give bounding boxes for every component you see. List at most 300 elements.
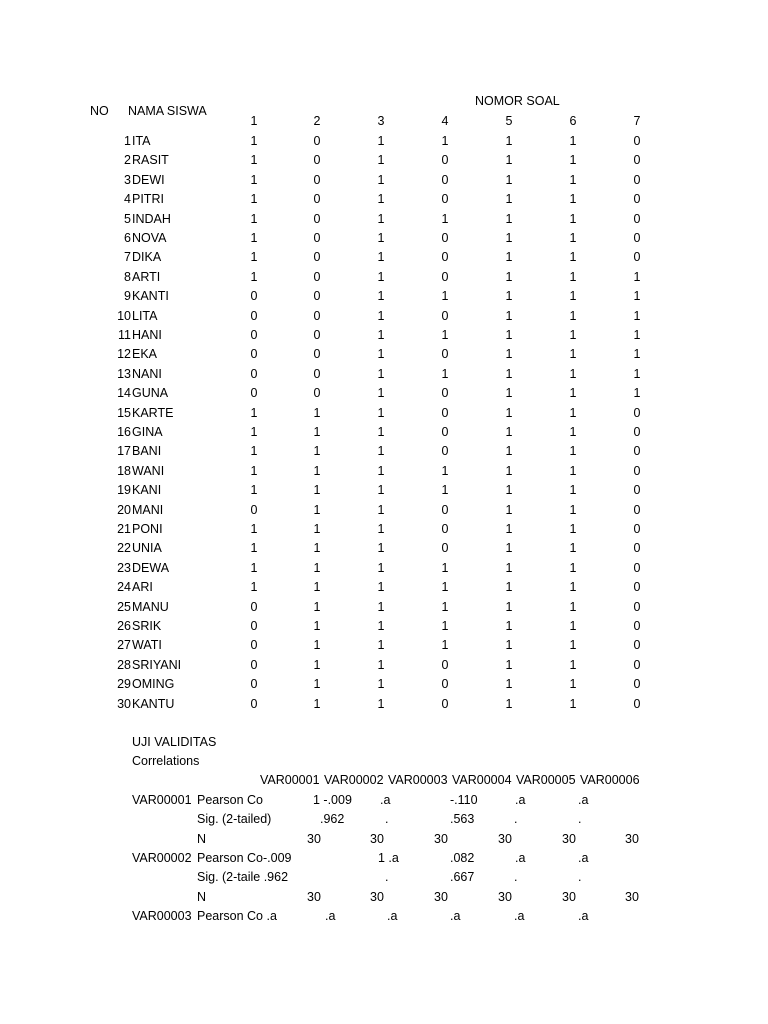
score-cell: 0 bbox=[250, 289, 258, 303]
correlation-cell: 30 bbox=[434, 890, 448, 904]
student-name: MANU bbox=[132, 600, 169, 614]
score-cell: 0 bbox=[441, 444, 449, 458]
score-cell: 0 bbox=[633, 173, 641, 187]
correlation-cell: 30 bbox=[625, 832, 639, 846]
score-cell: 0 bbox=[633, 677, 641, 691]
score-cell: 1 bbox=[313, 464, 321, 478]
score-cell: 0 bbox=[313, 309, 321, 323]
score-cell: 1 bbox=[505, 619, 513, 633]
score-cell: 1 bbox=[505, 522, 513, 536]
score-cell: 1 bbox=[633, 328, 641, 342]
score-cell: 1 bbox=[633, 270, 641, 284]
score-cell: 1 bbox=[377, 522, 385, 536]
score-cell: 0 bbox=[250, 386, 258, 400]
score-cell: 1 bbox=[505, 212, 513, 226]
student-number: 12 bbox=[117, 347, 131, 361]
score-cell: 0 bbox=[441, 231, 449, 245]
score-cell: 0 bbox=[313, 270, 321, 284]
student-name: HANI bbox=[132, 328, 162, 342]
correlation-cell: .a bbox=[515, 851, 526, 865]
student-number: 6 bbox=[124, 231, 131, 245]
score-cell: 1 bbox=[250, 134, 258, 148]
score-cell: 1 bbox=[569, 134, 577, 148]
student-name: KANI bbox=[132, 483, 162, 497]
score-cell: 1 bbox=[569, 580, 577, 594]
student-number: 28 bbox=[117, 658, 131, 672]
score-cell: 0 bbox=[441, 192, 449, 206]
score-cell: 0 bbox=[441, 386, 449, 400]
score-cell: 1 bbox=[441, 638, 449, 652]
student-number: 19 bbox=[117, 483, 131, 497]
student-name: PONI bbox=[132, 522, 163, 536]
score-cell: 1 bbox=[633, 289, 641, 303]
score-cell: 1 bbox=[505, 503, 513, 517]
score-cell: 1 bbox=[313, 561, 321, 575]
student-number: 10 bbox=[117, 309, 131, 323]
student-name: ARI bbox=[132, 580, 153, 594]
score-cell: 1 bbox=[569, 386, 577, 400]
question-number: 4 bbox=[441, 114, 449, 128]
student-name: NOVA bbox=[132, 231, 167, 245]
score-cell: 1 bbox=[377, 406, 385, 420]
score-cell: 1 bbox=[569, 328, 577, 342]
score-cell: 1 bbox=[505, 250, 513, 264]
score-cell: 1 bbox=[505, 658, 513, 672]
score-cell: 1 bbox=[313, 638, 321, 652]
score-cell: 1 bbox=[377, 503, 385, 517]
score-cell: 1 bbox=[505, 425, 513, 439]
student-number: 21 bbox=[117, 522, 131, 536]
score-cell: 1 bbox=[377, 328, 385, 342]
score-cell: 1 bbox=[569, 309, 577, 323]
student-name: NANI bbox=[132, 367, 162, 381]
score-cell: 1 bbox=[313, 522, 321, 536]
correlation-cell: 30 bbox=[498, 890, 512, 904]
score-cell: 1 bbox=[250, 173, 258, 187]
score-cell: 1 bbox=[441, 328, 449, 342]
student-name: DIKA bbox=[132, 250, 162, 264]
correlation-cell: .a bbox=[578, 909, 589, 923]
score-cell: 0 bbox=[633, 638, 641, 652]
question-number: 6 bbox=[569, 114, 577, 128]
score-cell: 1 bbox=[313, 406, 321, 420]
score-cell: 1 bbox=[441, 367, 449, 381]
score-cell: 0 bbox=[441, 425, 449, 439]
score-cell: 1 bbox=[505, 309, 513, 323]
score-cell: 1 bbox=[313, 580, 321, 594]
score-cell: 1 bbox=[569, 212, 577, 226]
score-cell: 0 bbox=[633, 580, 641, 594]
correlation-cell: 1 -.009 bbox=[313, 793, 352, 807]
score-cell: 1 bbox=[569, 192, 577, 206]
score-cell: 0 bbox=[313, 212, 321, 226]
score-cell: 1 bbox=[313, 503, 321, 517]
score-cell: 1 bbox=[633, 309, 641, 323]
score-cell: 1 bbox=[441, 619, 449, 633]
score-cell: 0 bbox=[633, 212, 641, 226]
student-name: OMING bbox=[132, 677, 175, 691]
score-cell: 1 bbox=[505, 231, 513, 245]
variable-header: VAR00003 bbox=[388, 773, 448, 787]
score-cell: 1 bbox=[569, 444, 577, 458]
correlation-cell: 30 bbox=[307, 890, 321, 904]
score-cell: 1 bbox=[505, 406, 513, 420]
student-name: DEWI bbox=[132, 173, 165, 187]
correlation-cell: 30 bbox=[562, 890, 576, 904]
score-cell: 0 bbox=[633, 619, 641, 633]
header-no: NO bbox=[90, 104, 109, 118]
score-cell: 1 bbox=[441, 134, 449, 148]
score-cell: 0 bbox=[633, 541, 641, 555]
student-name: EKA bbox=[132, 347, 158, 361]
variable-label: VAR00003 bbox=[132, 909, 192, 923]
score-cell: 1 bbox=[377, 173, 385, 187]
score-cell: 1 bbox=[569, 697, 577, 711]
score-cell: 0 bbox=[313, 173, 321, 187]
statistic-label: Pearson Co bbox=[197, 793, 264, 807]
score-cell: 0 bbox=[313, 347, 321, 361]
score-cell: 1 bbox=[250, 483, 258, 497]
correlation-cell: .a bbox=[515, 793, 526, 807]
score-cell: 1 bbox=[505, 677, 513, 691]
student-name: KARTE bbox=[132, 406, 174, 420]
student-number: 13 bbox=[117, 367, 131, 381]
score-cell: 1 bbox=[505, 600, 513, 614]
variable-header: VAR00004 bbox=[452, 773, 512, 787]
score-cell: 0 bbox=[633, 464, 641, 478]
score-cell: 1 bbox=[377, 309, 385, 323]
student-name: MANI bbox=[132, 503, 164, 517]
score-cell: 1 bbox=[377, 677, 385, 691]
score-cell: 1 bbox=[569, 367, 577, 381]
correlation-cell: .a bbox=[380, 793, 391, 807]
score-cell: 0 bbox=[441, 406, 449, 420]
score-cell: 0 bbox=[441, 541, 449, 555]
student-number: 24 bbox=[117, 580, 131, 594]
score-cell: 1 bbox=[377, 250, 385, 264]
student-number: 5 bbox=[124, 212, 131, 226]
correlation-cell: 1 .a bbox=[378, 851, 399, 865]
score-cell: 0 bbox=[633, 425, 641, 439]
score-cell: 0 bbox=[441, 677, 449, 691]
score-cell: 1 bbox=[505, 289, 513, 303]
score-cell: 0 bbox=[250, 619, 258, 633]
score-cell: 1 bbox=[569, 638, 577, 652]
score-cell: 0 bbox=[633, 522, 641, 536]
student-number: 16 bbox=[117, 425, 131, 439]
score-cell: 0 bbox=[633, 444, 641, 458]
correlation-cell: 30 bbox=[307, 832, 321, 846]
score-cell: 1 bbox=[505, 173, 513, 187]
score-cell: 1 bbox=[505, 192, 513, 206]
score-cell: 1 bbox=[633, 386, 641, 400]
correlation-cell: . bbox=[385, 870, 389, 884]
score-cell: 1 bbox=[505, 697, 513, 711]
statistic-label: Sig. (2-tailed) bbox=[197, 812, 272, 826]
correlation-cell: .a bbox=[325, 909, 336, 923]
student-name: WATI bbox=[132, 638, 162, 652]
header-nomor-soal: NOMOR SOAL bbox=[475, 94, 560, 108]
student-name: SRIK bbox=[132, 619, 162, 633]
correlation-cell: . bbox=[578, 870, 582, 884]
student-number: 20 bbox=[117, 503, 131, 517]
score-cell: 0 bbox=[633, 250, 641, 264]
correlation-cell: . bbox=[578, 812, 582, 826]
score-cell: 1 bbox=[377, 541, 385, 555]
score-cell: 1 bbox=[377, 444, 385, 458]
student-name: SRIYANI bbox=[132, 658, 182, 672]
score-cell: 1 bbox=[377, 347, 385, 361]
score-cell: 1 bbox=[377, 386, 385, 400]
variable-header: VAR00005 bbox=[516, 773, 576, 787]
score-cell: 1 bbox=[250, 522, 258, 536]
score-cell: 1 bbox=[569, 658, 577, 672]
correlation-cell: .563 bbox=[450, 812, 475, 826]
score-cell: 0 bbox=[250, 697, 258, 711]
score-cell: 0 bbox=[633, 600, 641, 614]
score-cell: 0 bbox=[250, 328, 258, 342]
score-cell: 1 bbox=[569, 250, 577, 264]
score-cell: 1 bbox=[505, 541, 513, 555]
student-name: BANI bbox=[132, 444, 162, 458]
score-cell: 0 bbox=[313, 192, 321, 206]
score-cell: 1 bbox=[377, 212, 385, 226]
score-cell: 0 bbox=[441, 503, 449, 517]
score-cell: 1 bbox=[377, 600, 385, 614]
student-number: 11 bbox=[118, 328, 131, 342]
statistic-label: N bbox=[197, 890, 207, 904]
student-name: WANI bbox=[132, 464, 165, 478]
score-cell: 0 bbox=[250, 600, 258, 614]
correlation-cell: .a bbox=[578, 851, 589, 865]
correlation-cell: .082 bbox=[450, 851, 475, 865]
student-name: GINA bbox=[132, 425, 163, 439]
variable-header: VAR00002 bbox=[324, 773, 384, 787]
score-cell: 1 bbox=[377, 425, 385, 439]
student-number: 3 bbox=[124, 173, 131, 187]
score-cell: 0 bbox=[441, 697, 449, 711]
variable-header: VAR00001 bbox=[260, 773, 320, 787]
score-cell: 1 bbox=[569, 231, 577, 245]
student-number: 25 bbox=[117, 600, 131, 614]
score-cell: 1 bbox=[313, 425, 321, 439]
score-cell: 0 bbox=[313, 328, 321, 342]
score-cell: 1 bbox=[569, 541, 577, 555]
score-cell: 1 bbox=[569, 600, 577, 614]
score-cell: 1 bbox=[250, 270, 258, 284]
correlation-cell: 30 bbox=[370, 832, 384, 846]
score-cell: 1 bbox=[377, 367, 385, 381]
score-cell: 0 bbox=[441, 347, 449, 361]
score-cell: 0 bbox=[250, 347, 258, 361]
student-name: ARTI bbox=[132, 270, 161, 284]
statistic-label: Sig. (2-taile .962 bbox=[197, 870, 289, 884]
score-cell: 1 bbox=[313, 444, 321, 458]
student-number: 8 bbox=[124, 270, 131, 284]
correlation-cell: 30 bbox=[498, 832, 512, 846]
student-number: 9 bbox=[124, 289, 131, 303]
correlation-cell: .667 bbox=[450, 870, 475, 884]
score-cell: 0 bbox=[250, 309, 258, 323]
score-cell: 0 bbox=[313, 289, 321, 303]
score-cell: 1 bbox=[313, 483, 321, 497]
score-cell: 0 bbox=[250, 658, 258, 672]
student-number: 22 bbox=[117, 541, 131, 555]
question-number: 2 bbox=[313, 114, 321, 128]
score-cell: 1 bbox=[633, 347, 641, 361]
score-cell: 1 bbox=[569, 270, 577, 284]
statistic-label: Pearson Co .a bbox=[197, 909, 277, 923]
student-number: 1 bbox=[124, 134, 131, 148]
score-cell: 1 bbox=[569, 289, 577, 303]
correlation-cell: .962 bbox=[320, 812, 345, 826]
score-cell: 1 bbox=[441, 580, 449, 594]
score-cell: 1 bbox=[505, 638, 513, 652]
score-cell: 0 bbox=[441, 309, 449, 323]
student-number: 18 bbox=[117, 464, 131, 478]
correlation-cell: .a bbox=[578, 793, 589, 807]
score-cell: 1 bbox=[569, 153, 577, 167]
student-number: 29 bbox=[117, 677, 131, 691]
score-cell: 1 bbox=[250, 192, 258, 206]
score-cell: 0 bbox=[313, 153, 321, 167]
score-cell: 0 bbox=[313, 134, 321, 148]
variable-label: VAR00002 bbox=[132, 851, 192, 865]
question-number: 1 bbox=[250, 114, 258, 128]
score-cell: 1 bbox=[569, 406, 577, 420]
score-cell: 1 bbox=[505, 386, 513, 400]
score-cell: 0 bbox=[633, 192, 641, 206]
score-cell: 1 bbox=[505, 483, 513, 497]
score-cell: 1 bbox=[250, 212, 258, 226]
correlation-cell: .a bbox=[387, 909, 398, 923]
correlation-cell: 30 bbox=[370, 890, 384, 904]
student-number: 7 bbox=[124, 250, 131, 264]
score-cell: 1 bbox=[377, 153, 385, 167]
score-cell: 1 bbox=[505, 347, 513, 361]
score-cell: 1 bbox=[377, 192, 385, 206]
score-cell: 1 bbox=[569, 425, 577, 439]
variable-label: VAR00001 bbox=[132, 793, 192, 807]
score-cell: 1 bbox=[377, 561, 385, 575]
student-name: INDAH bbox=[132, 212, 171, 226]
student-number: 14 bbox=[117, 386, 131, 400]
score-cell: 0 bbox=[633, 697, 641, 711]
score-cell: 1 bbox=[441, 212, 449, 226]
student-number: 15 bbox=[117, 406, 131, 420]
correlations-subtitle: Correlations bbox=[132, 754, 200, 768]
score-cell: 1 bbox=[569, 619, 577, 633]
score-cell: 1 bbox=[441, 483, 449, 497]
student-number: 4 bbox=[124, 192, 131, 206]
score-cell: 0 bbox=[313, 386, 321, 400]
score-cell: 1 bbox=[377, 464, 385, 478]
correlation-cell: . bbox=[385, 812, 389, 826]
score-cell: 0 bbox=[250, 677, 258, 691]
score-cell: 1 bbox=[505, 464, 513, 478]
score-cell: 1 bbox=[569, 347, 577, 361]
student-number: 23 bbox=[117, 561, 131, 575]
score-cell: 0 bbox=[633, 406, 641, 420]
score-cell: 0 bbox=[441, 658, 449, 672]
score-cell: 1 bbox=[505, 367, 513, 381]
score-cell: 1 bbox=[250, 561, 258, 575]
score-cell: 1 bbox=[313, 697, 321, 711]
score-cell: 1 bbox=[569, 677, 577, 691]
question-number: 3 bbox=[377, 114, 385, 128]
correlation-cell: -.110 bbox=[450, 793, 478, 807]
score-cell: 0 bbox=[441, 270, 449, 284]
score-cell: 0 bbox=[633, 134, 641, 148]
score-cell: 1 bbox=[250, 250, 258, 264]
score-cell: 1 bbox=[377, 270, 385, 284]
score-cell: 1 bbox=[441, 600, 449, 614]
score-cell: 1 bbox=[505, 561, 513, 575]
correlation-cell: .a bbox=[450, 909, 461, 923]
score-cell: 1 bbox=[377, 638, 385, 652]
score-cell: 1 bbox=[377, 580, 385, 594]
score-cell: 1 bbox=[377, 134, 385, 148]
score-cell: 1 bbox=[250, 580, 258, 594]
variable-header: VAR00006 bbox=[580, 773, 640, 787]
student-number: 27 bbox=[117, 638, 131, 652]
score-cell: 0 bbox=[633, 483, 641, 497]
score-cell: 0 bbox=[313, 367, 321, 381]
score-cell: 1 bbox=[377, 619, 385, 633]
score-cell: 1 bbox=[313, 619, 321, 633]
score-cell: 0 bbox=[250, 367, 258, 381]
student-number: 2 bbox=[124, 153, 131, 167]
score-cell: 1 bbox=[250, 464, 258, 478]
correlation-cell: 30 bbox=[562, 832, 576, 846]
score-cell: 1 bbox=[569, 464, 577, 478]
student-name: KANTI bbox=[132, 289, 169, 303]
score-cell: 1 bbox=[250, 153, 258, 167]
score-cell: 0 bbox=[313, 231, 321, 245]
student-name: DEWA bbox=[132, 561, 170, 575]
score-cell: 1 bbox=[377, 658, 385, 672]
score-cell: 1 bbox=[250, 406, 258, 420]
correlation-cell: 30 bbox=[434, 832, 448, 846]
statistic-label: N bbox=[197, 832, 207, 846]
question-number: 7 bbox=[633, 114, 641, 128]
score-cell: 0 bbox=[633, 561, 641, 575]
score-cell: 0 bbox=[441, 522, 449, 536]
score-cell: 1 bbox=[313, 541, 321, 555]
score-cell: 1 bbox=[569, 561, 577, 575]
score-cell: 1 bbox=[250, 444, 258, 458]
validity-title: UJI VALIDITAS bbox=[132, 735, 217, 749]
correlation-cell: . bbox=[514, 812, 518, 826]
score-cell: 1 bbox=[313, 600, 321, 614]
header-name: NAMA SISWA bbox=[128, 104, 207, 118]
score-cell: 1 bbox=[377, 697, 385, 711]
correlation-cell: . bbox=[514, 870, 518, 884]
score-cell: 0 bbox=[633, 231, 641, 245]
score-cell: 1 bbox=[569, 483, 577, 497]
score-cell: 1 bbox=[441, 289, 449, 303]
score-cell: 0 bbox=[250, 503, 258, 517]
student-name: ITA bbox=[132, 134, 151, 148]
score-cell: 1 bbox=[377, 483, 385, 497]
score-cell: 1 bbox=[250, 425, 258, 439]
question-number: 5 bbox=[505, 114, 513, 128]
score-cell: 1 bbox=[505, 134, 513, 148]
score-cell: 1 bbox=[377, 289, 385, 303]
score-cell: 0 bbox=[313, 250, 321, 264]
score-cell: 1 bbox=[505, 153, 513, 167]
score-cell: 0 bbox=[441, 153, 449, 167]
